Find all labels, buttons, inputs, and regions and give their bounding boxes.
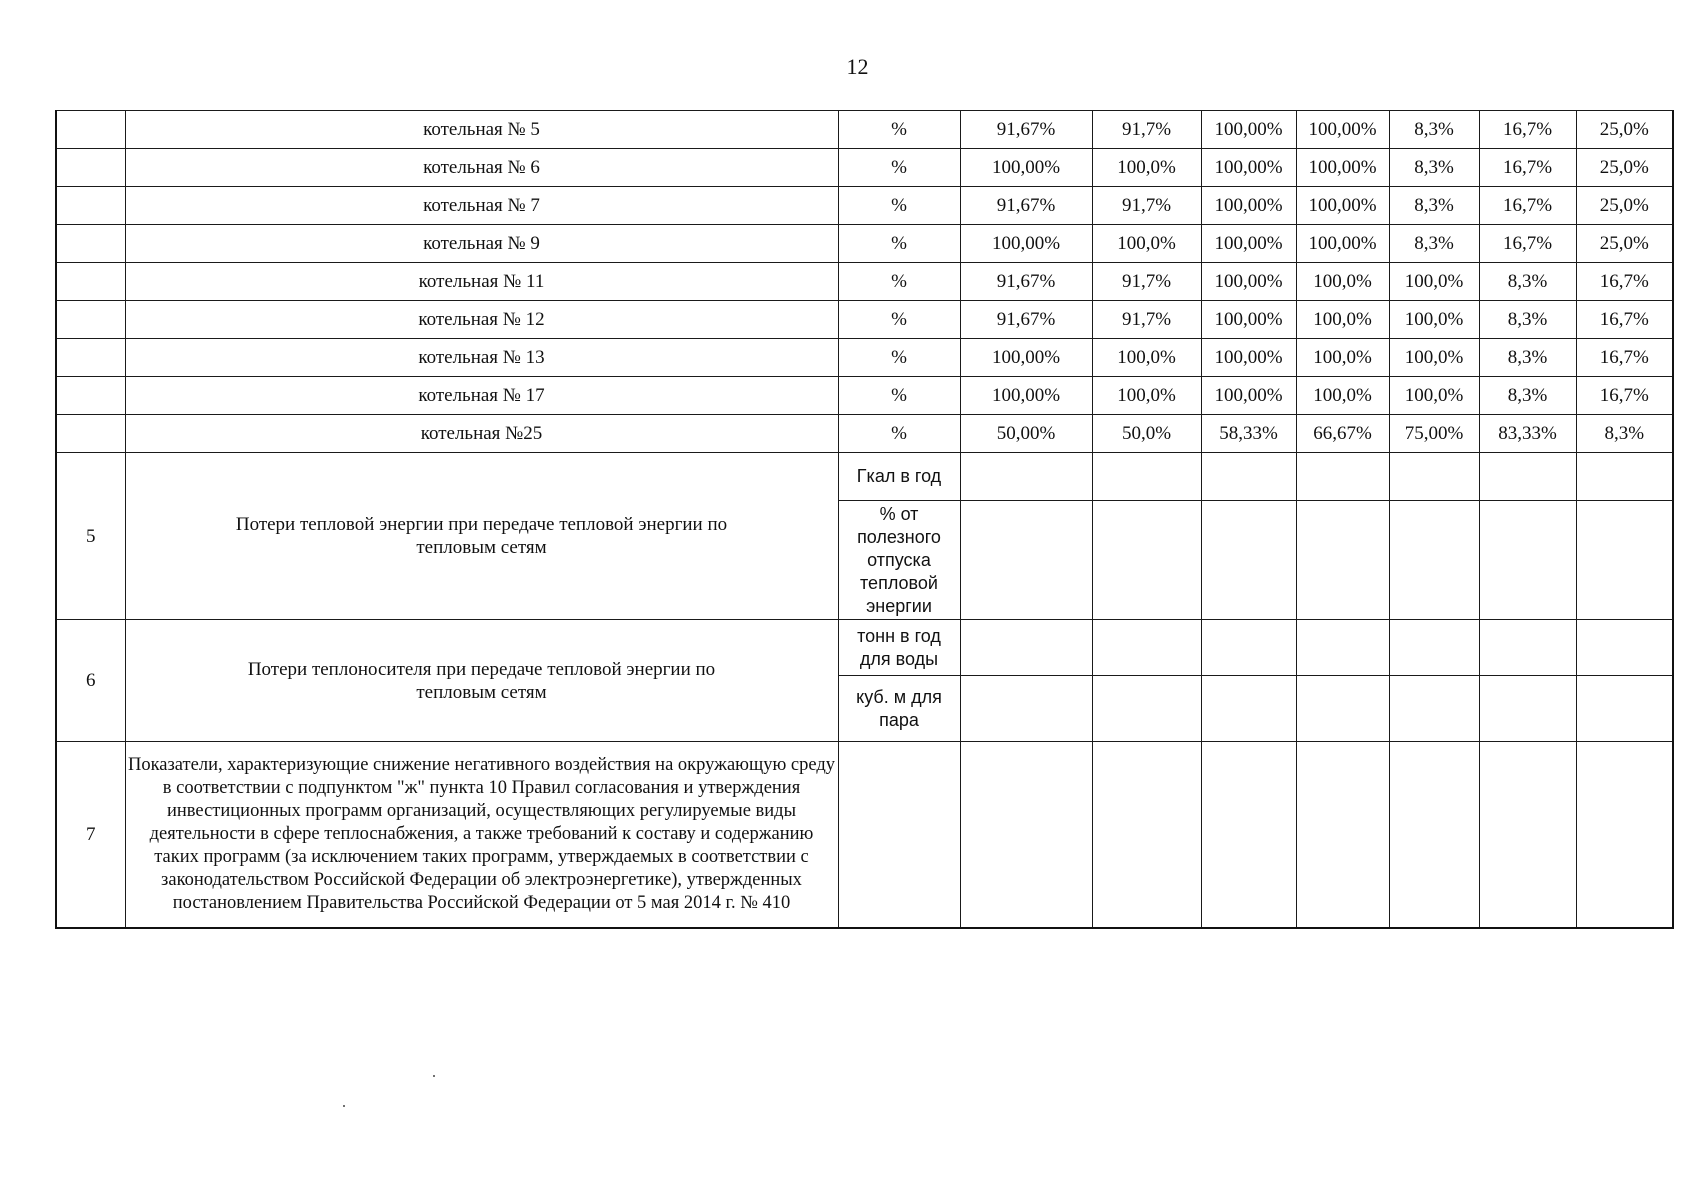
value-cell [1296,501,1389,620]
value-cell: 100,0% [1389,377,1479,415]
value-cell [960,453,1092,501]
value-cell: 91,7% [1092,187,1201,225]
value-cell [1389,501,1479,620]
unit-cell: % [838,187,960,225]
value-cell: 100,0% [1296,263,1389,301]
unit-cell: % [838,149,960,187]
unit-cell: % [838,415,960,453]
value-cell: 100,0% [1092,377,1201,415]
indicator-name-cell: котельная № 6 [125,149,838,187]
value-cell: 100,0% [1296,339,1389,377]
value-cell: 50,00% [960,415,1092,453]
value-cell: 91,67% [960,301,1092,339]
value-cell: 8,3% [1389,111,1479,149]
value-cell: 100,0% [1389,339,1479,377]
value-cell [1201,453,1296,501]
value-cell [1479,453,1576,501]
value-cell: 16,7% [1576,301,1673,339]
value-cell [1576,620,1673,676]
value-cell [960,742,1092,928]
table-row [56,339,1673,377]
table-row [56,263,1673,301]
value-cell [1092,676,1201,742]
value-cell [960,501,1092,620]
unit-cell: % [838,263,960,301]
value-cell: 16,7% [1479,149,1576,187]
value-cell: 8,3% [1576,415,1673,453]
value-cell: 83,33% [1479,415,1576,453]
value-cell [1092,620,1201,676]
unit-cell: куб. м для пара [838,676,960,742]
value-cell [1389,620,1479,676]
value-cell [1576,676,1673,742]
value-cell: 16,7% [1479,187,1576,225]
value-cell [1576,453,1673,501]
value-cell [1201,742,1296,928]
value-cell [1576,742,1673,928]
scan-speck [343,1105,345,1107]
table-row [56,377,1673,415]
row-number-cell [56,301,125,339]
value-cell: 8,3% [1389,187,1479,225]
value-cell [1296,676,1389,742]
table-row [56,187,1673,225]
value-cell: 8,3% [1479,339,1576,377]
value-cell: 75,00% [1389,415,1479,453]
value-cell: 8,3% [1479,301,1576,339]
value-cell: 66,67% [1296,415,1389,453]
unit-cell: % от полезного отпуска тепловой энергии [838,501,960,620]
table-row [56,415,1673,453]
value-cell: 16,7% [1576,377,1673,415]
indicator-name-cell: котельная № 17 [125,377,838,415]
value-cell: 100,0% [1092,225,1201,263]
value-cell: 100,00% [1296,225,1389,263]
value-cell: 100,00% [1201,339,1296,377]
row-number-cell: 5 [56,453,125,620]
indicators-table [55,110,1674,929]
row-number-cell [56,149,125,187]
indicator-name-cell: котельная № 11 [125,263,838,301]
value-cell [1389,453,1479,501]
row-number-cell [56,111,125,149]
unit-cell: Гкал в год [838,453,960,501]
value-cell: 100,00% [1296,111,1389,149]
value-cell: 100,00% [1201,263,1296,301]
value-cell: 100,00% [1201,225,1296,263]
value-cell: 91,67% [960,187,1092,225]
unit-cell: % [838,111,960,149]
unit-cell: % [838,225,960,263]
value-cell [1296,620,1389,676]
row-number-cell [56,187,125,225]
value-cell: 8,3% [1389,225,1479,263]
value-cell: 91,7% [1092,263,1201,301]
table-row [56,225,1673,263]
indicator-name-cell: котельная № 7 [125,187,838,225]
value-cell: 100,00% [960,149,1092,187]
value-cell: 50,0% [1092,415,1201,453]
value-cell: 8,3% [1479,377,1576,415]
value-cell: 25,0% [1576,149,1673,187]
value-cell: 100,00% [1201,111,1296,149]
indicator-name-cell: котельная № 9 [125,225,838,263]
value-cell [1092,742,1201,928]
value-cell [960,620,1092,676]
unit-cell: % [838,301,960,339]
table-row [56,149,1673,187]
value-cell: 100,0% [1296,377,1389,415]
value-cell: 100,00% [960,225,1092,263]
value-cell: 100,00% [1201,149,1296,187]
value-cell [1201,676,1296,742]
row-number-cell [56,263,125,301]
value-cell: 16,7% [1576,339,1673,377]
row-number-cell [56,225,125,263]
row-number-cell: 6 [56,620,125,742]
page-number: 12 [846,54,869,79]
indicator-name-cell: котельная № 5 [125,111,838,149]
value-cell [1092,453,1201,501]
value-cell [1389,676,1479,742]
value-cell: 16,7% [1576,263,1673,301]
value-cell [1296,742,1389,928]
indicator-name-cell: Показатели, характеризующие снижение негативного воздействия на окружающую среду в соответствии с подпунктом "ж" пункта 10 Правил согласования и утверждения инвестиционных программ организаций, осуществляющих регулируемые виды деятельности в сфере теплоснабжения, а также требований к составу и содержанию таких программ (за исключением таких программ, утверждаемых в соответствии с законодательством Российской Федерации об электроэнергетике), утвержденных постановлением Правительства Российской Федерации от 5 мая 2014 г. № 410 [125,742,838,928]
indicator-name-cell: Потери тепловой энергии при передаче тепловой энергии по тепловым сетям [125,453,838,620]
unit-cell [838,742,960,928]
value-cell: 25,0% [1576,111,1673,149]
value-cell: 100,0% [1092,339,1201,377]
indicator-name-cell: котельная №25 [125,415,838,453]
value-cell [1201,620,1296,676]
value-cell: 16,7% [1479,111,1576,149]
value-cell: 100,0% [1389,263,1479,301]
value-cell [1479,676,1576,742]
indicator-name-cell: котельная № 13 [125,339,838,377]
value-cell [1576,501,1673,620]
row-number-cell [56,415,125,453]
row-number-cell: 7 [56,742,125,928]
value-cell: 8,3% [1479,263,1576,301]
value-cell [1479,742,1576,928]
scan-speck [433,1075,435,1077]
value-cell: 91,7% [1092,301,1201,339]
value-cell: 8,3% [1389,149,1479,187]
value-cell [1201,501,1296,620]
table-row [56,742,1673,928]
value-cell: 91,67% [960,263,1092,301]
row-number-cell [56,339,125,377]
unit-cell: % [838,339,960,377]
value-cell: 91,67% [960,111,1092,149]
value-cell: 100,0% [1296,301,1389,339]
table-row [56,111,1673,149]
value-cell: 100,0% [1389,301,1479,339]
value-cell: 100,00% [1296,187,1389,225]
value-cell: 25,0% [1576,187,1673,225]
value-cell: 100,00% [1201,187,1296,225]
value-cell: 25,0% [1576,225,1673,263]
value-cell [1389,742,1479,928]
value-cell [1092,501,1201,620]
value-cell: 58,33% [1201,415,1296,453]
table-body [56,111,1673,928]
value-cell: 100,00% [1201,377,1296,415]
value-cell: 91,7% [1092,111,1201,149]
row-number-cell [56,377,125,415]
unit-cell: тонн в год для воды [838,620,960,676]
value-cell [1479,620,1576,676]
value-cell: 100,00% [960,339,1092,377]
value-cell: 16,7% [1479,225,1576,263]
value-cell: 100,00% [960,377,1092,415]
indicator-name-cell: Потери теплоносителя при передаче тепловой энергии по тепловым сетям [125,620,838,742]
value-cell [960,676,1092,742]
indicator-name-cell: котельная № 12 [125,301,838,339]
table-row [56,453,1673,501]
table-row [56,301,1673,339]
value-cell: 100,0% [1092,149,1201,187]
table-row [56,620,1673,676]
value-cell [1479,501,1576,620]
value-cell: 100,00% [1201,301,1296,339]
value-cell [1296,453,1389,501]
value-cell: 100,00% [1296,149,1389,187]
unit-cell: % [838,377,960,415]
